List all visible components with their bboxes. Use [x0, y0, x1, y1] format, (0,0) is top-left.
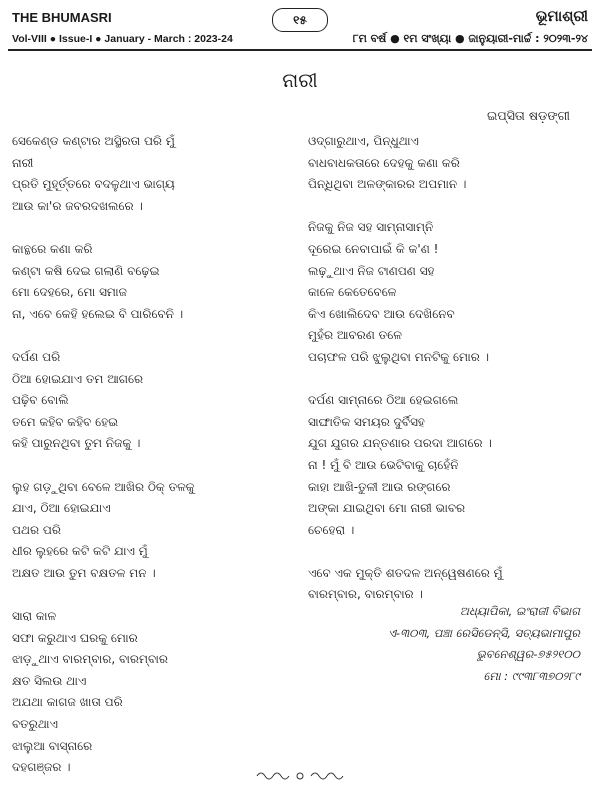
issue-line-oriya: ୮ମ ବର୍ଷ ● ୧ମ ସଂଖ୍ୟା ● ଜାନୁୟାରୀ-ମାର୍ଚ୍ଚ : ୨୦୨୩-୨୪	[352, 32, 588, 45]
poem-line: କାଳେ କେତେବେଳେ	[308, 285, 397, 300]
issue-line: Vol-VIII ● Issue-I ● January - March : 2023-24	[12, 33, 233, 45]
poem-line: ଝାଲୁଆ ବାସ୍ନାରେ	[12, 738, 93, 753]
poem-line: ସାଙ୍ଘାତିକ ସମୟର ଦୁର୍ବିସହ	[308, 414, 425, 429]
poem-line: ଧୀର ଲୁହରେ କଟି କଟି ଯାଏ ମୁଁ	[12, 544, 148, 559]
poem-line	[12, 584, 302, 606]
poem-line	[12, 217, 302, 239]
poem-line: ସେକେଣ୍ଡ କଣ୍ଟାର ଅସ୍ଥିରତା ପରି ମୁଁ	[12, 134, 175, 148]
poem-line: କାନ୍ଥରେ କଣା କରି	[12, 241, 93, 256]
poem-line: ଆଉ କା'ର ଜବରଦଖଲରେ ।	[12, 198, 143, 213]
poem-line: ସଫା କରୁଥାଏ ଘରକୁ ମୋର	[12, 630, 138, 645]
poem-line: ବତରୁଥାଏ	[12, 717, 58, 732]
poem-line: ଓଦ୍ଗାରୁଥାଏ, ପିନ୍ଧୁଥାଏ	[308, 134, 419, 148]
poem-line: ଦୂରେଇ ନେବାପାଇଁ କି କ'ଣ !	[308, 241, 439, 256]
poem-line: ଅଯଥା କାଗଜ ଖାତା ପରି	[12, 695, 123, 710]
poem-line: ଠିଆ ହୋଇଯାଏ ତମ ଆଗରେ	[12, 371, 144, 386]
poem-line: କ୍ଷତ ସିଲଉ ଥାଏ	[12, 673, 87, 688]
affiliation-line: ଏ-୩୦୩, ପଞ୍ଚା ରେସିଡେନ୍ସି, ସତ୍ୟଭାମାପୁର	[387, 625, 580, 640]
poem-line	[308, 541, 593, 563]
poem-line: ପଚାଫଳ ପରି ଝୁଲୁଥିବା ମନଟିକୁ ମୋର ।	[308, 349, 490, 364]
poem-line: ଚେହେରା ।	[308, 522, 355, 537]
poem-title: ନାରୀ	[282, 68, 318, 92]
poem-line: ତମେ କହିବ କହିବ ହେଇ	[12, 414, 119, 429]
poem-line: ବାଧବାଧକତାରେ ଦେହକୁ କଣା କରି	[308, 155, 460, 170]
poem-line: ଦର୍ପଣ ସାମ୍ନାରେ ଠିଆ ହେଇଗଲେ	[308, 393, 459, 408]
poem-line: ପିନ୍ଧିଥିବା ଅଳଙ୍କାରର ଅପମାନ ।	[308, 177, 467, 192]
poem-line: ପଢ଼ିବ ବୋଲି	[12, 393, 69, 408]
header-divider	[8, 49, 592, 51]
poem-line: ବାରମ୍ବାର, ବାରମ୍ବାର ।	[308, 587, 423, 602]
poem-line: ମୁହଁର ଆବରଣ ତଳେ	[308, 328, 402, 343]
poem-line: ଯାଏ, ଠିଆ ହୋଇଯାଏ	[12, 501, 111, 516]
poem-line: ପଥର ପରି	[12, 522, 61, 537]
author-affiliation	[388, 601, 580, 687]
page-number-badge: ୧୫	[272, 8, 328, 32]
poem-line: ନା ! ମୁଁ ବି ଆଉ ଭେଟିବାକୁ ଚାହେଁନି	[308, 457, 459, 472]
poem-line: କହି ପାରୁନଥିବା ତୁମ ନିଜକୁ ।	[12, 436, 141, 451]
magazine-name: THE BHUMASRI	[12, 10, 112, 25]
page-header	[0, 0, 600, 50]
poem-line: ଦହଗଞ୍ଜର ।	[12, 760, 71, 775]
poem-line: ଦର୍ପଣ ପରି	[12, 349, 61, 364]
floral-ornament-icon	[255, 770, 345, 782]
affiliation-line: ମୋ : ୯୯୩୮୩୭୦୨୮୯	[483, 668, 580, 683]
poem-line: ନା, ଏବେ କେହି ହଲେଇ ବି ପାରିବେନି ।	[12, 306, 184, 321]
poem-line: ଲୁହ ଗଡ଼ୁଥିବା ବେଳେ ଆଖିର ଠିକ୍ ତଳକୁ	[12, 479, 195, 494]
poem-line: କାହା ଆଖି-ତୁଳୀ ଆଉ ରଙ୍ଗରେ	[308, 479, 451, 494]
affiliation-line: ଅଧ୍ୟାପିକା, ଇଂରାଜୀ ବିଭାଗ	[459, 604, 580, 618]
poem-line: ଏବେ ଏକ ମୁକ୍ତି ଶତଦଳ ଅନ୍ୱେଷଣରେ ମୁଁ	[308, 565, 503, 580]
poem-line: ଅକ୍ଷତ ଆଉ ତୁମ ବକ୍ଷତଳ ମନ ।	[12, 565, 156, 580]
poem-line: କିଏ ଖୋଲିଦେବ ଆଉ ଦେଖିନେବ	[308, 306, 455, 321]
poem-author: ଇପ୍‌ସିତା ଷଡ଼ଙ୍ଗୀ	[487, 108, 570, 123]
poem-line: କଣ୍ଟା କଷି ଦେଇ ଗଲାଣି ବଢ଼େଇ	[12, 263, 160, 278]
poem-column-right	[308, 131, 593, 606]
poem-line: ଝାଡ଼ୁଥାଏ ବାରମ୍ବାର, ବାରମ୍ବାର	[12, 652, 169, 667]
poem-line: ସାରା କାଳ	[12, 609, 57, 624]
poem-line	[12, 325, 302, 347]
poem-line: ଯୁଗ ଯୁଗର ଯନ୍ତଣାର ପରଦା ଆଗରେ ।	[308, 436, 492, 451]
poem-line: ପ୍ରତି ମୁହୂର୍ତ୍ତରେ ବଦଳୁଥାଏ ଭାଗ୍ୟ	[12, 177, 175, 192]
poem-line: ମୋ ଦେହରେ, ମୋ ସମାଜ	[12, 285, 127, 300]
poem-line: ନିଜକୁ ନିଜ ସହ ସାମ୍ନାସାମ୍ନି	[308, 220, 434, 235]
poem-line	[12, 455, 302, 477]
poem-column-left	[12, 131, 302, 779]
poem-line: ନାରୀ	[12, 155, 34, 170]
affiliation-line: ଭୁବନେଶ୍ୱର-୭୫୨୧୦୦	[476, 647, 580, 662]
poem-line	[308, 369, 593, 391]
poem-line: ଅଙ୍କା ଯାଇଥିବା ମୋ ନାରୀ ଭାବର	[308, 501, 466, 516]
magazine-name-oriya: ଭୂମାଶ୍ରୀ	[535, 7, 588, 25]
poem-line: ଲଢ଼ୁଥାଏ ନିଜ ଟାଣପଣ ସହ	[308, 263, 435, 278]
poem-line	[308, 196, 593, 218]
